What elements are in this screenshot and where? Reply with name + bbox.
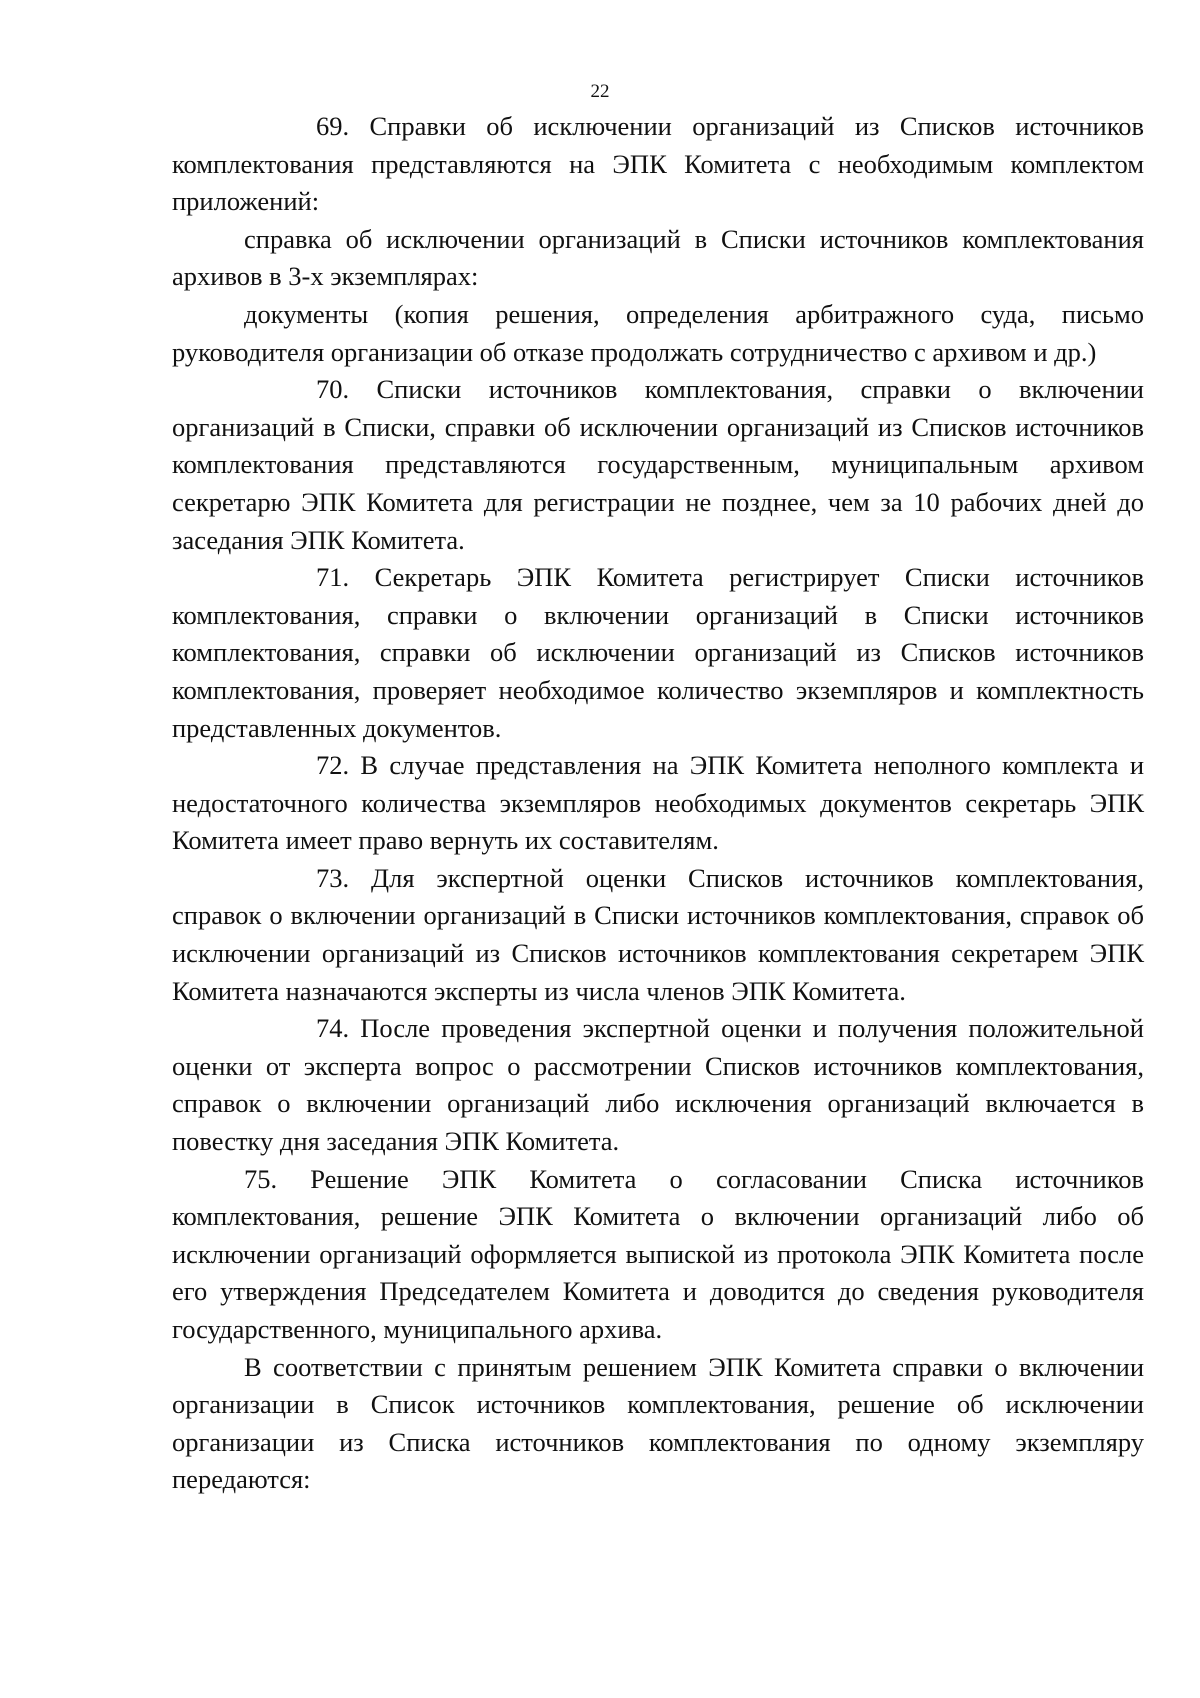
paragraph-number: 74.	[316, 1013, 350, 1044]
paragraph-number: 75.	[244, 1163, 278, 1194]
paragraph-item-documents	[172, 296, 1144, 371]
paragraph-text: Справки об исключении организаций из Списков источников комплектования представляются на ЭПК Комитета с необходимым комплектом приложений:	[172, 111, 1144, 217]
paragraph-70	[172, 371, 1144, 559]
paragraph-number: 69.	[316, 111, 350, 141]
paragraph-text: После проведения экспертной оценки и получения положительной оценки от эксперта вопрос о рассмотрении Списков источников комплектования, справок о включении организаций либо исключения организаций включается в повестку дня заседания ЭПК Комитета.	[172, 1013, 1144, 1157]
paragraph-74	[172, 1010, 1144, 1160]
paragraph-transfer	[172, 1349, 1144, 1499]
page-number: 22	[590, 81, 610, 102]
paragraph-73	[172, 860, 1144, 1010]
paragraph-75	[172, 1161, 1144, 1349]
paragraph-text: документы (копия решения, определения арбитражного суда, письмо руководителя организации об отказе продолжать сотрудничество с архивом и др.)	[172, 298, 1144, 367]
paragraph-text: Списки источников комплектования, справки о включении организаций в Списки, справки об исключении организаций из Списков источников комплектования представляются государственным, муниципальным архивом секретарю ЭПК Комитета для регистрации не позднее, чем за 10 рабочих дней до заседания ЭПК Комитета.	[172, 374, 1144, 555]
paragraph-69	[172, 108, 1144, 221]
paragraph-text: Решение ЭПК Комитета о согласовании Списка источников комплектования, решение ЭПК Комитета о включении организаций либо об исключении организаций оформляется выпиской из протокола ЭПК Комитета после его утверждения Председателем Комитета и доводится до сведения руководителя государственного, муниципального архива.	[172, 1163, 1145, 1344]
paragraph-71	[172, 559, 1144, 747]
paragraph-number: 70.	[316, 374, 350, 405]
paragraph-number: 71.	[316, 562, 350, 593]
paragraph-number: 73.	[316, 862, 350, 893]
document-body	[172, 108, 1144, 1499]
paragraph-text: В случае представления на ЭПК Комитета неполного комплекта и недостаточного количества экземпляров необходимых документов секретарь ЭПК Комитета имеет право вернуть их составителям.	[172, 750, 1144, 856]
paragraph-text: Секретарь ЭПК Комитета регистрирует Списки источников комплектования, справки о включении организаций в Списки источников комплектования, справки об исключении организаций из Списков источников комплектования, проверяет необходимое количество экземпляров и комплектность представленных документов.	[172, 562, 1144, 743]
paragraph-text: справка об исключении организаций в Списки источников комплектования архивов в 3-х экземплярах:	[172, 223, 1144, 292]
paragraph-72	[172, 747, 1144, 860]
paragraph-number: 72.	[316, 750, 350, 781]
paragraph-item-certificate	[172, 221, 1144, 296]
paragraph-text: В соответствии с принятым решением ЭПК Комитета справки о включении организации в Список источников комплектования, решение об исключении организации из Списка источников комплектования по одному экземпляру передаются:	[172, 1351, 1144, 1495]
paragraph-text: Для экспертной оценки Списков источников комплектования, справок о включении организаций в Списки источников комплектования, справок об исключении организаций из Списков источников комплектования секретарем ЭПК Комитета назначаются эксперты из числа членов ЭПК Комитета.	[172, 862, 1144, 1006]
